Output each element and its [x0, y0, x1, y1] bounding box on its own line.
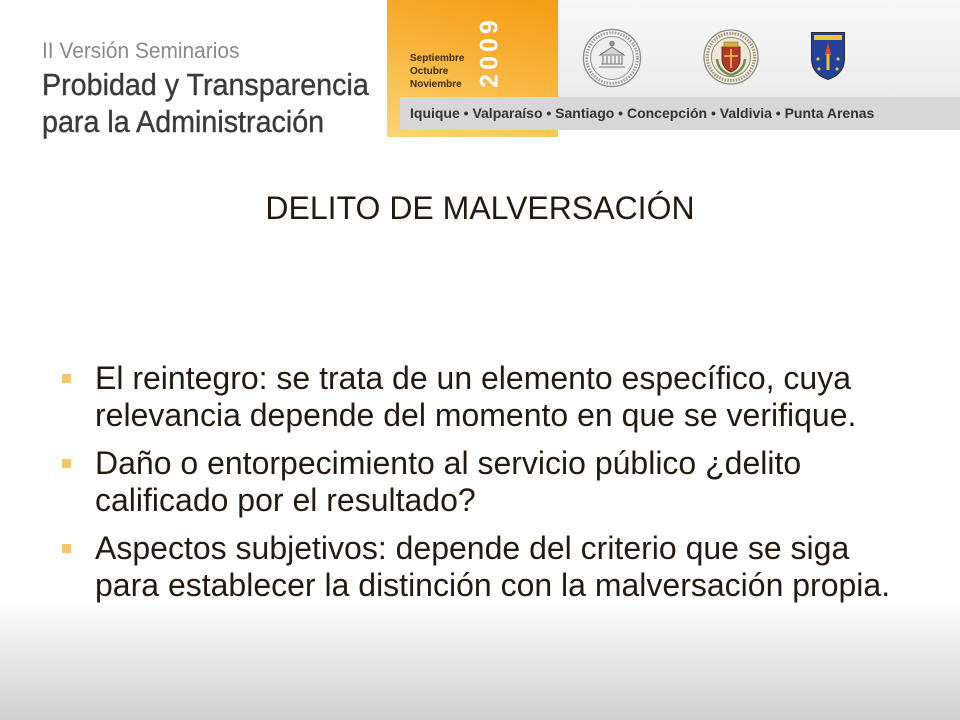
- bullet-item: [0, 360, 960, 434]
- bullet-line: relevancia depende del momento en que se verifique.: [95, 397, 857, 433]
- cities-list: Iquique • Valparaíso • Santiago • Concepción • Valdivia • Punta Arenas: [410, 105, 875, 121]
- months-list: [410, 52, 464, 91]
- bullet-line: El reintegro: se trata de un elemento específico, cuya: [95, 360, 851, 396]
- bullet-line: Aspectos subjetivos: depende del criterio que se siga: [95, 530, 850, 566]
- seal-rings: [584, 30, 641, 87]
- event-branding: [0, 0, 387, 140]
- footer-gradient: [0, 598, 960, 720]
- bullet-line: calificado por el resultado?: [95, 482, 476, 518]
- year-label: 2009: [475, 16, 504, 88]
- bullet-line: Daño o entorpecimiento al servicio público ¿delito: [95, 445, 802, 481]
- event-title-line-1: Probidad y Transparencia: [42, 67, 369, 102]
- month-label: Septiembre: [410, 53, 465, 64]
- bullet-marker: [62, 374, 71, 383]
- bullet-marker: [62, 459, 71, 468]
- slide-title: DELITO DE MALVERSACIÓN: [265, 190, 695, 226]
- bullet-item: [0, 530, 960, 604]
- cities-band: [400, 97, 960, 130]
- seminar-series-label: II Versión Seminarios: [42, 38, 240, 63]
- bullet-item: [0, 445, 960, 519]
- seal-icon: [582, 28, 642, 88]
- bullet-marker: [62, 544, 71, 553]
- logo-strip: [558, 0, 960, 97]
- crest-seal-icon: [703, 29, 759, 85]
- event-title-line-2: para la Administración: [42, 104, 325, 139]
- bullet-list: [0, 360, 960, 615]
- month-label: Noviembre: [410, 79, 462, 90]
- crest-shield: [722, 42, 740, 72]
- month-label: Octubre: [410, 66, 449, 77]
- shield-crest-icon: [810, 31, 846, 81]
- bullet-line: para establecer la distinción con la malversación propia.: [95, 567, 891, 603]
